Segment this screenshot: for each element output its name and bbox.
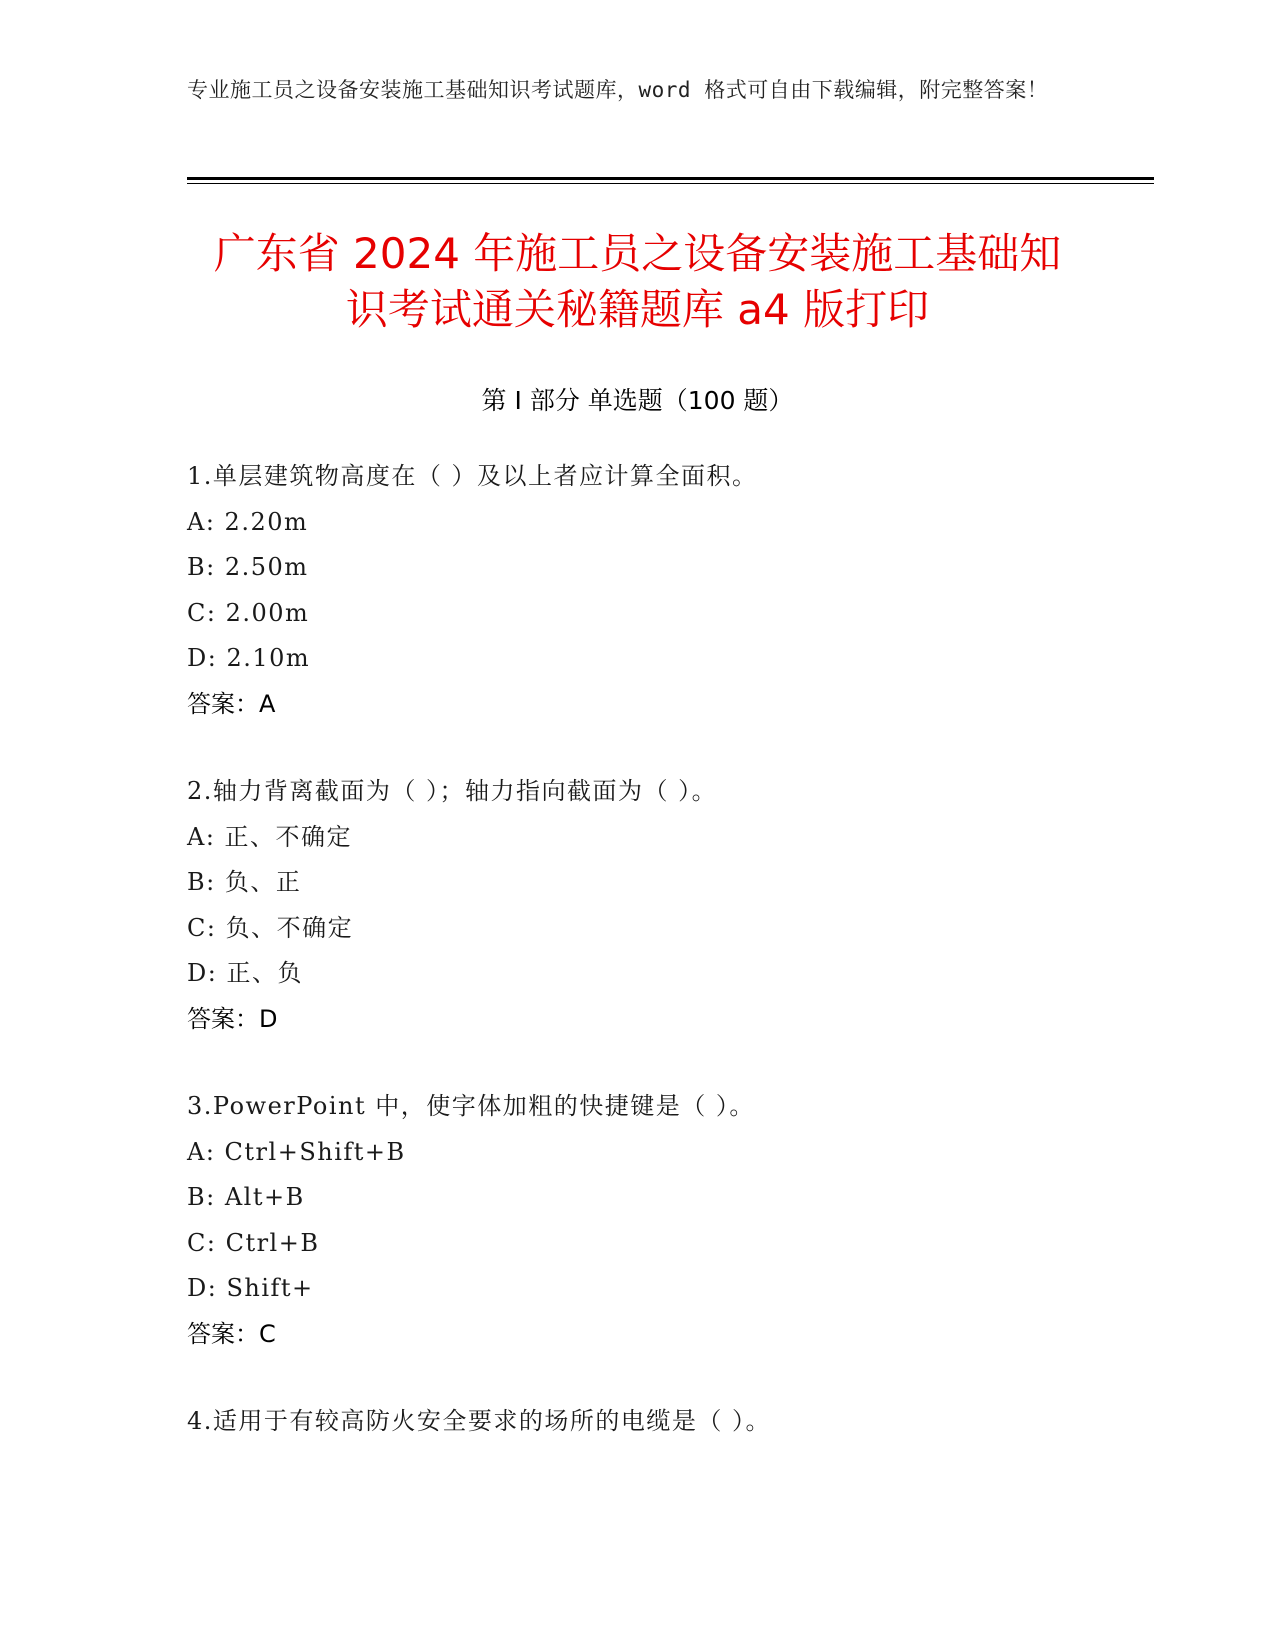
option-c: C: 负、不确定 [187, 913, 354, 942]
answer-line: 答案：A [187, 689, 276, 718]
section-heading: 第 I 部分 单选题（100 题） [481, 386, 794, 415]
question-1 [187, 454, 1127, 727]
header-note: 专业施工员之设备安装施工基础知识考试题库，word 格式可自由下载编辑，附完整答案！ [187, 78, 1049, 102]
answer-line: 答案：C [187, 1319, 276, 1348]
option-d: D: 正、负 [187, 959, 303, 987]
question-2 [187, 769, 1127, 1042]
question-stem: 1.单层建筑物高度在（ ）及以上者应计算全面积。 [187, 462, 758, 490]
option-b: B: 负、正 [187, 868, 302, 896]
question-4 [187, 1399, 1127, 1445]
document-title [170, 226, 1105, 338]
option-b: B: 2.50m [187, 553, 309, 581]
option-c: C: Ctrl+B [187, 1228, 320, 1257]
question-3 [187, 1084, 1127, 1357]
option-b: B: Alt+B [187, 1183, 305, 1211]
title-line-1: 广东省 2024 年施工员之设备安装施工基础知 [213, 229, 1062, 278]
option-d: D: Shift+ [187, 1274, 314, 1302]
question-stem: 2.轴力背离截面为（ ）；轴力指向截面为（ ）。 [187, 777, 718, 805]
header-divider-thin [187, 183, 1154, 184]
question-stem: 3.PowerPoint 中，使字体加粗的快捷键是（ ）。 [187, 1092, 755, 1120]
option-c: C: 2.00m [187, 598, 310, 627]
question-stem: 4.适用于有较高防火安全要求的场所的电缆是（ ）。 [187, 1407, 772, 1435]
title-line-2: 识考试通关秘籍题库 a4 版打印 [345, 285, 930, 334]
option-a: A: 2.20m [187, 507, 309, 536]
option-a: A: 正、不确定 [187, 822, 353, 851]
answer-line: 答案：D [187, 1004, 278, 1033]
option-d: D: 2.10m [187, 644, 311, 672]
header-divider-thick [187, 177, 1154, 180]
option-a: A: Ctrl+Shift+B [187, 1137, 406, 1166]
